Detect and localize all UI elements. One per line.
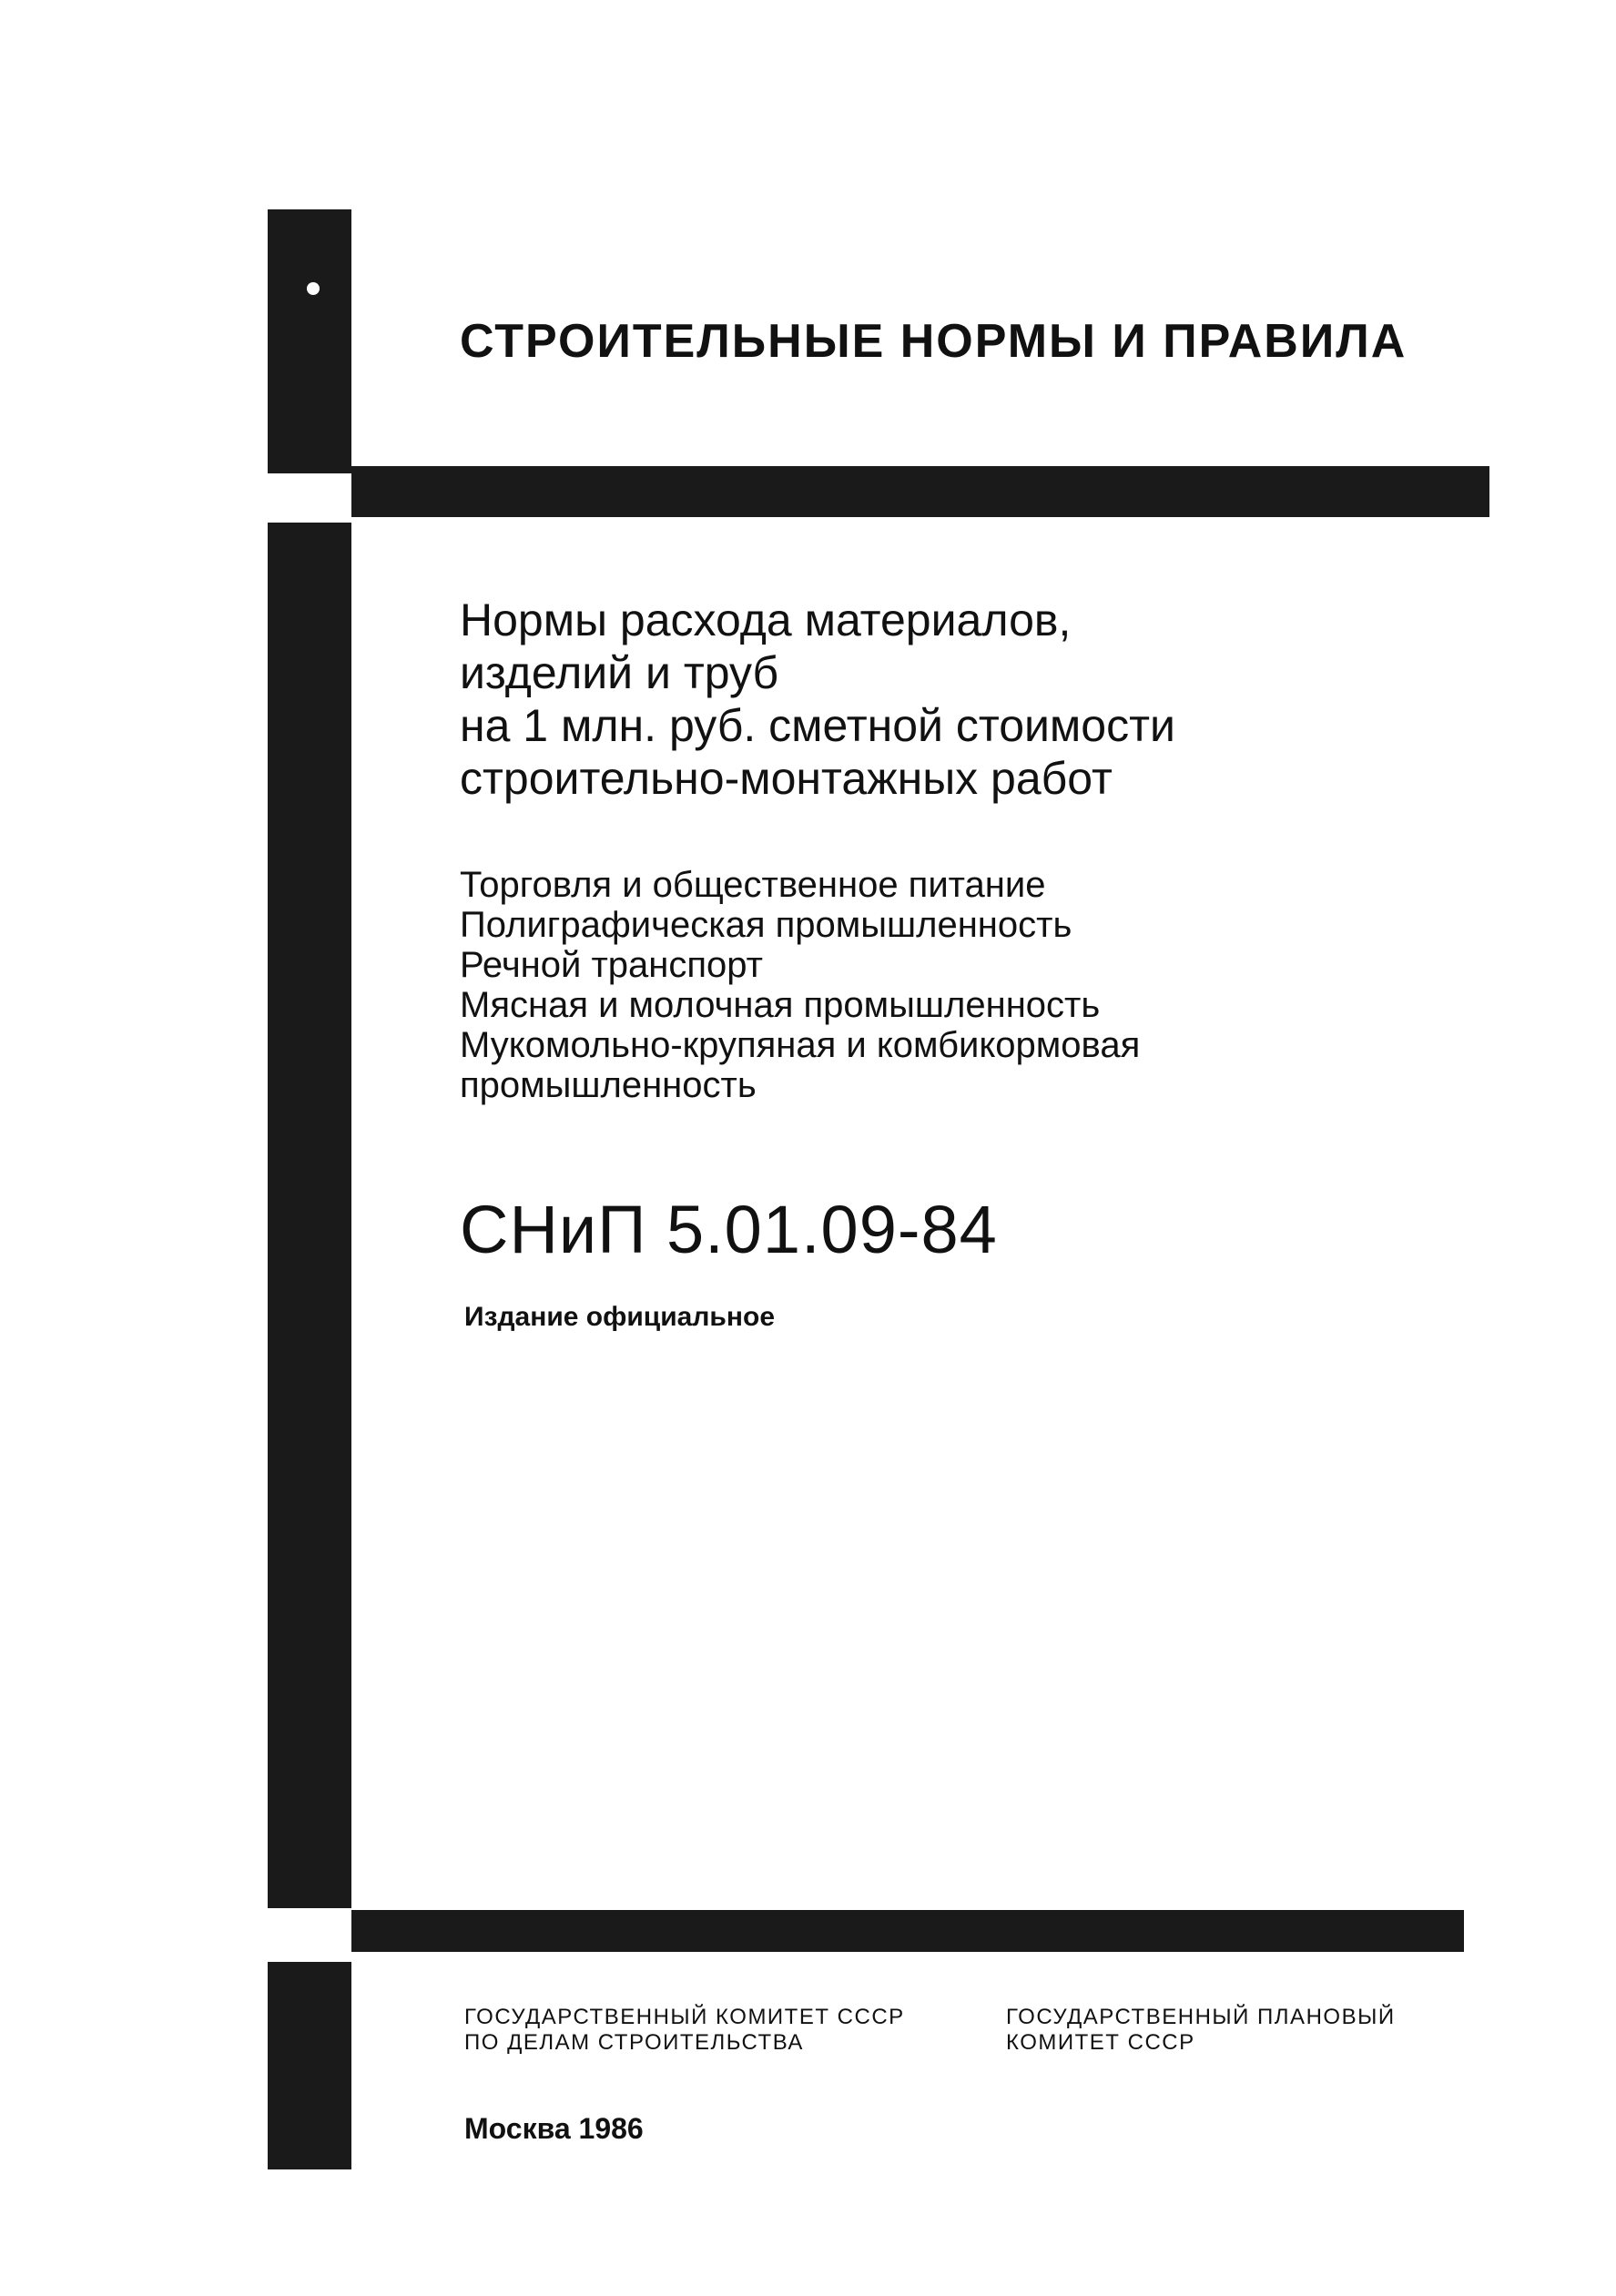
sector-line: промышленность [460,1065,757,1105]
sector-line: Мукомольно-крупяная и комбикормовая [460,1025,1141,1065]
document-title [460,594,1175,805]
left-bar-middle [268,523,351,1908]
publisher-line: ПО ДЕЛАМ СТРОИТЕЛЬСТВА [464,2030,804,2055]
publisher-construction-committee [464,2005,905,2056]
publisher-line: КОМИТЕТ СССР [1006,2030,1195,2055]
publisher-line: ГОСУДАРСТВЕННЫЙ ПЛАНОВЫЙ [1006,2005,1396,2029]
left-bar-bottom [268,1962,351,2169]
industry-sectors [460,865,1140,1105]
publisher-planning-committee [1006,2005,1396,2056]
divider-bar-top [351,466,1489,517]
divider-bar-bottom [351,1910,1464,1952]
left-bar-top [268,209,351,473]
series-heading: СТРОИТЕЛЬНЫЕ НОРМЫ И ПРАВИЛА [460,315,1408,368]
sector-line: Мясная и молочная промышленность [460,985,1101,1025]
edition-label: Издание официальное [464,1302,776,1332]
document-code: СНиП 5.01.09-84 [460,1192,998,1267]
sector-line: Торговля и общественное питание [460,865,1046,905]
sector-line: Полиграфическая промышленность [460,905,1072,945]
sector-line: Речной транспорт [460,945,763,985]
city-year: Москва 1986 [464,2112,644,2145]
title-line: изделий и труб [460,647,779,698]
title-line: на 1 млн. руб. сметной стоимости [460,700,1175,751]
title-line: строительно-монтажных работ [460,753,1113,804]
bar-speck [307,282,320,295]
title-line: Нормы расхода материалов, [460,594,1072,645]
publisher-line: ГОСУДАРСТВЕННЫЙ КОМИТЕТ СССР [464,2005,905,2029]
